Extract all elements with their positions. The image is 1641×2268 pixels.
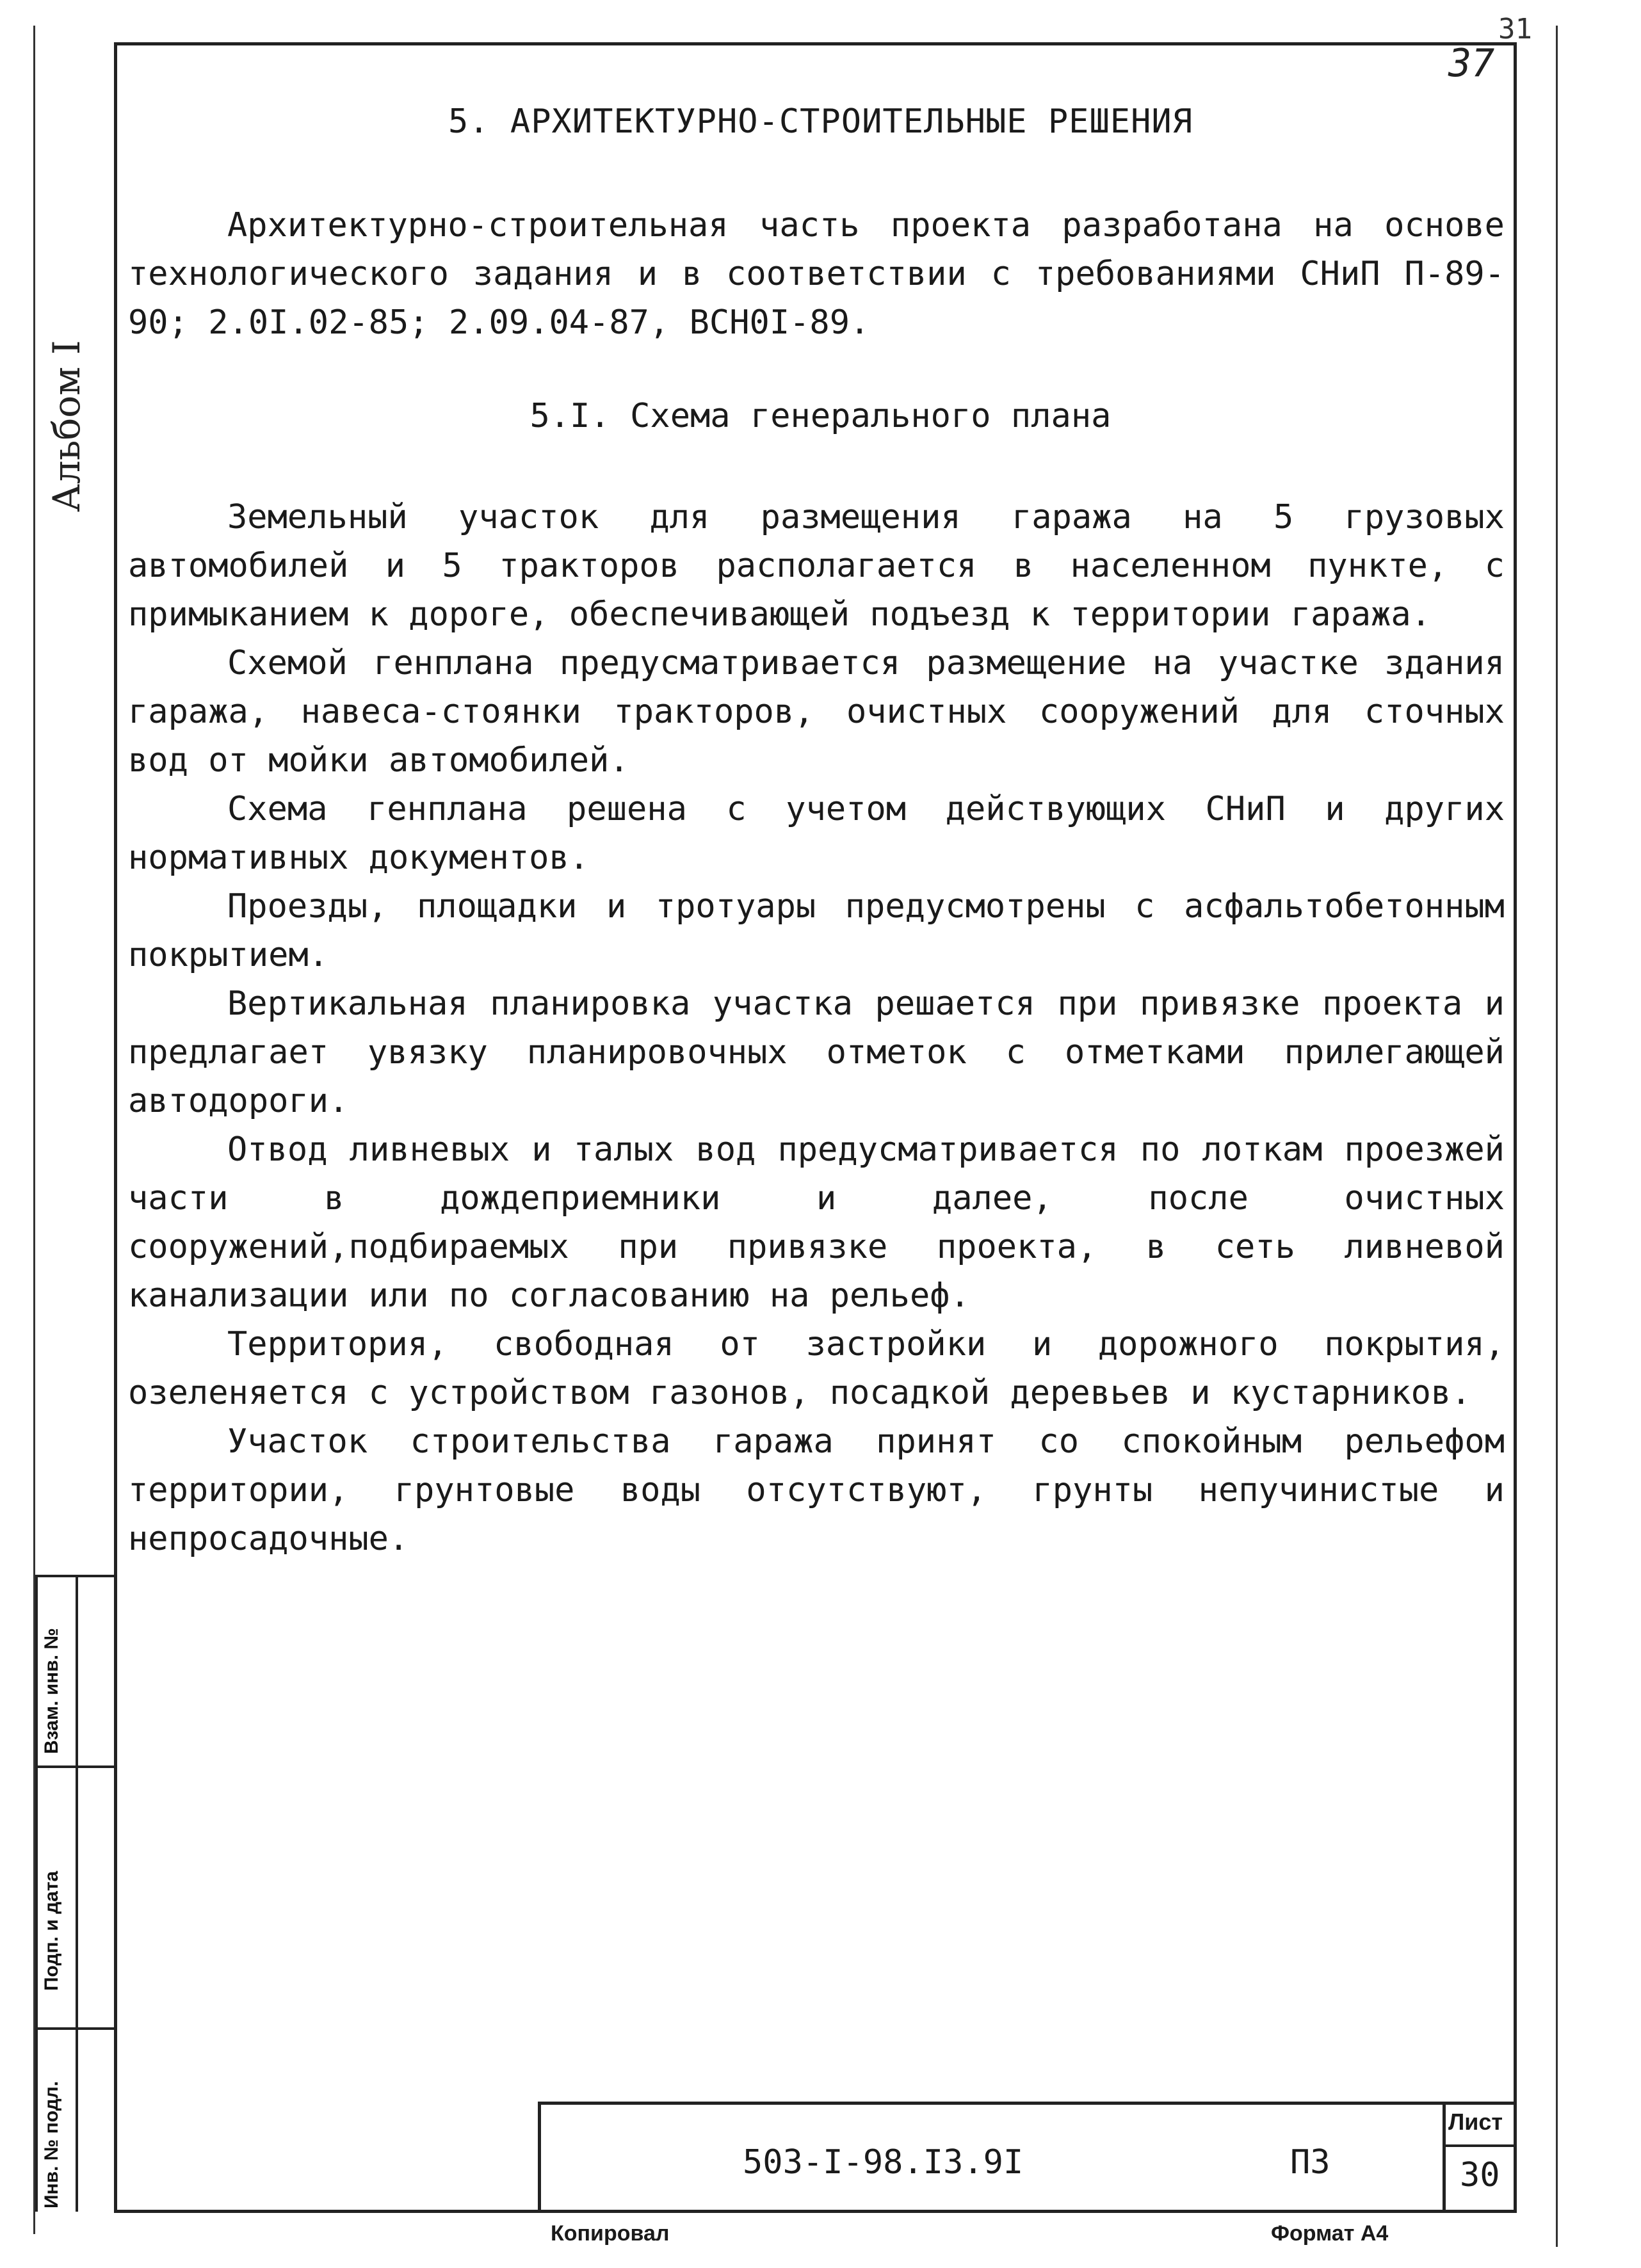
sheet-label: Лист bbox=[1448, 2109, 1503, 2135]
corner-page-number: 31 bbox=[1498, 13, 1532, 45]
paragraph: Схемой генплана предусматривается размещение на участке здания гаража, навеса-стоянки тракторов, очистных сооружений для сточных вод от мойки автомобилей. bbox=[128, 644, 1505, 780]
stamp-strip-divider bbox=[35, 1575, 117, 1577]
frame-bottom bbox=[114, 2210, 1517, 2213]
section-title: 5.I. Схема генерального плана bbox=[529, 397, 1112, 435]
outer-right-line bbox=[1556, 26, 1558, 2247]
frame-top bbox=[114, 42, 1516, 45]
paragraph: Земельный участок для размещения гаража на 5 грузовых автомобилей и 5 тракторов располагается в населенном пункте, с примыканием к дороге, обеспечивающей подъезд к территории гаража. bbox=[128, 498, 1505, 634]
paragraph: Схема генплана решена с учетом действующих СНиП и других нормативных документов. bbox=[128, 790, 1505, 877]
stamp-label-inventory: Инв. № подл. bbox=[41, 2080, 62, 2208]
paragraph: Вертикальная планировка участка решается при привязке проекта и предлагает увязку планировочных отметок с отметками прилегающей автодороги. bbox=[128, 985, 1505, 1120]
sheet-number: 30 bbox=[1460, 2156, 1500, 2194]
stamp-strip-line bbox=[76, 1575, 78, 2212]
paragraph: Отвод ливневых и талых вод предусматривается по лоткам проезжей части в дождеприемники и далее, после очистных сооружений,подбираемых при привязке проекта, в сеть ливневой канализации или по согласованию на рельеф. bbox=[128, 1130, 1505, 1315]
paragraph: Проезды, площадки и тротуары предусмотрены с асфальтобетонным покрытием. bbox=[128, 887, 1505, 974]
frame-left bbox=[114, 42, 117, 2212]
copied-label: Копировал bbox=[551, 2221, 670, 2246]
title-block-border bbox=[538, 2102, 541, 2213]
paragraph: Территория, свободная от застройки и дорожного покрытия, озеленяется с устройством газонов, посадкой деревьев и кустарников. bbox=[128, 1325, 1505, 1412]
paragraph: Участок строительства гаража принят со спокойным рельефом территории, грунтовые воды отсутствуют, грунты непучинистые и непросадочные. bbox=[128, 1422, 1505, 1558]
page-title: 5. АРХИТЕКТУРНО-СТРОИТЕЛЬНЫЕ РЕШЕНИЯ bbox=[448, 102, 1193, 141]
handwritten-page-number: 37 bbox=[1448, 41, 1495, 86]
document-type: ПЗ bbox=[1290, 2143, 1330, 2182]
document-code: 503-I-98.I3.9I bbox=[743, 2143, 1024, 2182]
frame-right bbox=[1514, 42, 1517, 2212]
intro-paragraph: Архитектурно-строительная часть проекта разработана на основе технологического задания и в соответствии с требованиями СНиП П-89-90; 2.0I.02-85; 2.09.04-87, ВСН0I-89. bbox=[128, 206, 1505, 342]
title-block-border bbox=[1443, 2144, 1517, 2147]
stamp-strip-line bbox=[35, 1575, 38, 2212]
stamp-label-signature: Подп. и дата bbox=[41, 1870, 62, 1991]
title-block-border bbox=[1443, 2102, 1446, 2213]
stamp-label-replacement: Взам. инв. № bbox=[41, 1628, 62, 1754]
format-label: Формат А4 bbox=[1271, 2221, 1389, 2246]
stamp-strip-divider bbox=[35, 2027, 117, 2030]
album-label: Альбом I bbox=[45, 340, 88, 512]
stamp-strip-divider bbox=[35, 1765, 117, 1768]
title-block-border bbox=[538, 2102, 1517, 2105]
